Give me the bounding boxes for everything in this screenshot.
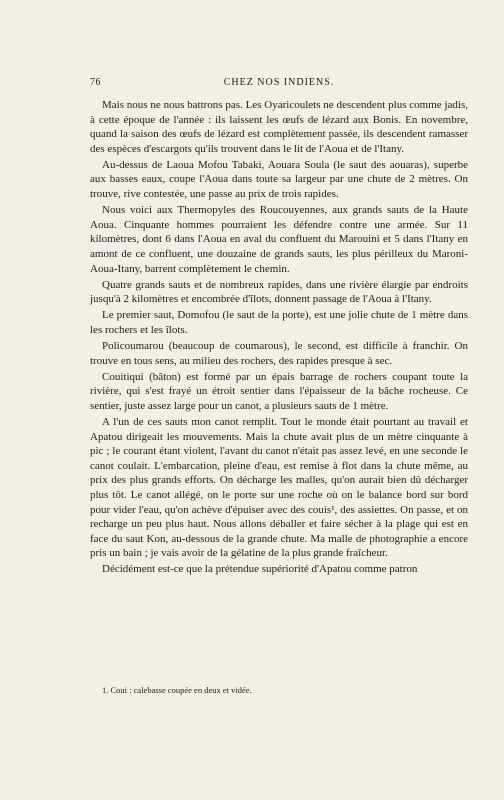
body-text bbox=[90, 98, 468, 579]
paragraph: Mais nous ne nous battrons pas. Les Oyaricoulets ne descendent plus comme jadis, à cette époque de l'année : ils laissent les œufs de lézard aux Bonis. En novembre, quand la saison des œufs de lézard est complètement passée, ils descendent ramasser des espèces d'escargots qu'ils trouvent dans le lit de l'Aoua et de l'Itany. bbox=[90, 99, 468, 155]
paragraph: Policoumarou (beaucoup de coumarous), le second, est difficile à franchir. On trouve en tous sens, au milieu des rochers, des rapides presque à sec. bbox=[90, 340, 468, 367]
paragraph: Quatre grands sauts et de nombreux rapides, dans une rivière élargie par endroits jusqu'à 2 kilomètres et encombrée d'îlots, donnent passage de l'Aoua à l'Itany. bbox=[90, 278, 468, 306]
footnote: 1. Coui : calebasse coupée en deux et vidée. bbox=[102, 685, 252, 695]
running-title: CHEZ NOS INDIENS. bbox=[223, 77, 335, 88]
paragraph: Couitiqui (bâton) est formé par un épais barrage de rochers coupant toute la rivière, qui s'est frayé un étroit sentier dans l'épaisseur de la bâche rocheuse. Ce sentier, juste assez large pour un canot, a plusieurs sauts de 1 mètre. bbox=[90, 370, 468, 412]
paragraph: Nous voici aux Thermopyles des Roucouyennes, aux grands sauts de la Haute Aoua. Cinquante hommes pourraient les défendre contre une armée. Sur 11 kilomètres, dont 6 dans l'Aoua en aval du confluent du Marouini et 5 dans l'Itany en amont de ce confluent, une douzaine de grands sauts, les plus périlleux du Maroni-Aoua-Itany, barrent complètement le chemin. bbox=[90, 204, 468, 275]
paragraph: Au-dessus de Laoua Mofou Tabaki, Aouara Soula (le saut des aouaras), superbe aux basses eaux, coupe l'Aoua dans toute sa largeur par une chute de 2 mètres. On trouve, rive contestée, une passe au prix de trois rapides. bbox=[90, 158, 468, 201]
running-header bbox=[90, 77, 468, 91]
paragraph: A l'un de ces sauts mon canot remplit. Tout le monde était pourtant au travail et Apatou dirigeait les mouvements. Mais la chute avait plus de un mètre cinquante à pic ; le courant étant violent, l'avant du canot n'était pas assez levé, en une seconde le canot coulait. L'embarcation, pleine d'eau, est remise à flot dans la chute même, au prix des plus grands efforts. On décharge les malles, qu'on aurait bien dû décharger plus tôt. Le canot allégé, on le porte sur une roche où on le balance bord sur bord pour vider l'eau, qu'on achève d'épuiser avec des couis¹, des assiettes. On passe, et on recharge un peu plus haut. Nous allons déballer et faire sécher à la plage qui est en face du saut Kon, au-dessous de la grande chute. Ma malle de photographie a encore pris un bain ; je vais avoir de la gélatine de la plus grande fraîcheur. bbox=[90, 415, 468, 560]
paragraph: Le premier saut, Domofou (le saut de la porte), est une jolie chute de 1 mètre dans les rochers et les îlots. bbox=[90, 309, 468, 336]
paragraph: Décidément est-ce que la prétendue supériorité d'Apatou comme patron bbox=[102, 563, 418, 576]
page-number: 76 bbox=[90, 77, 101, 88]
